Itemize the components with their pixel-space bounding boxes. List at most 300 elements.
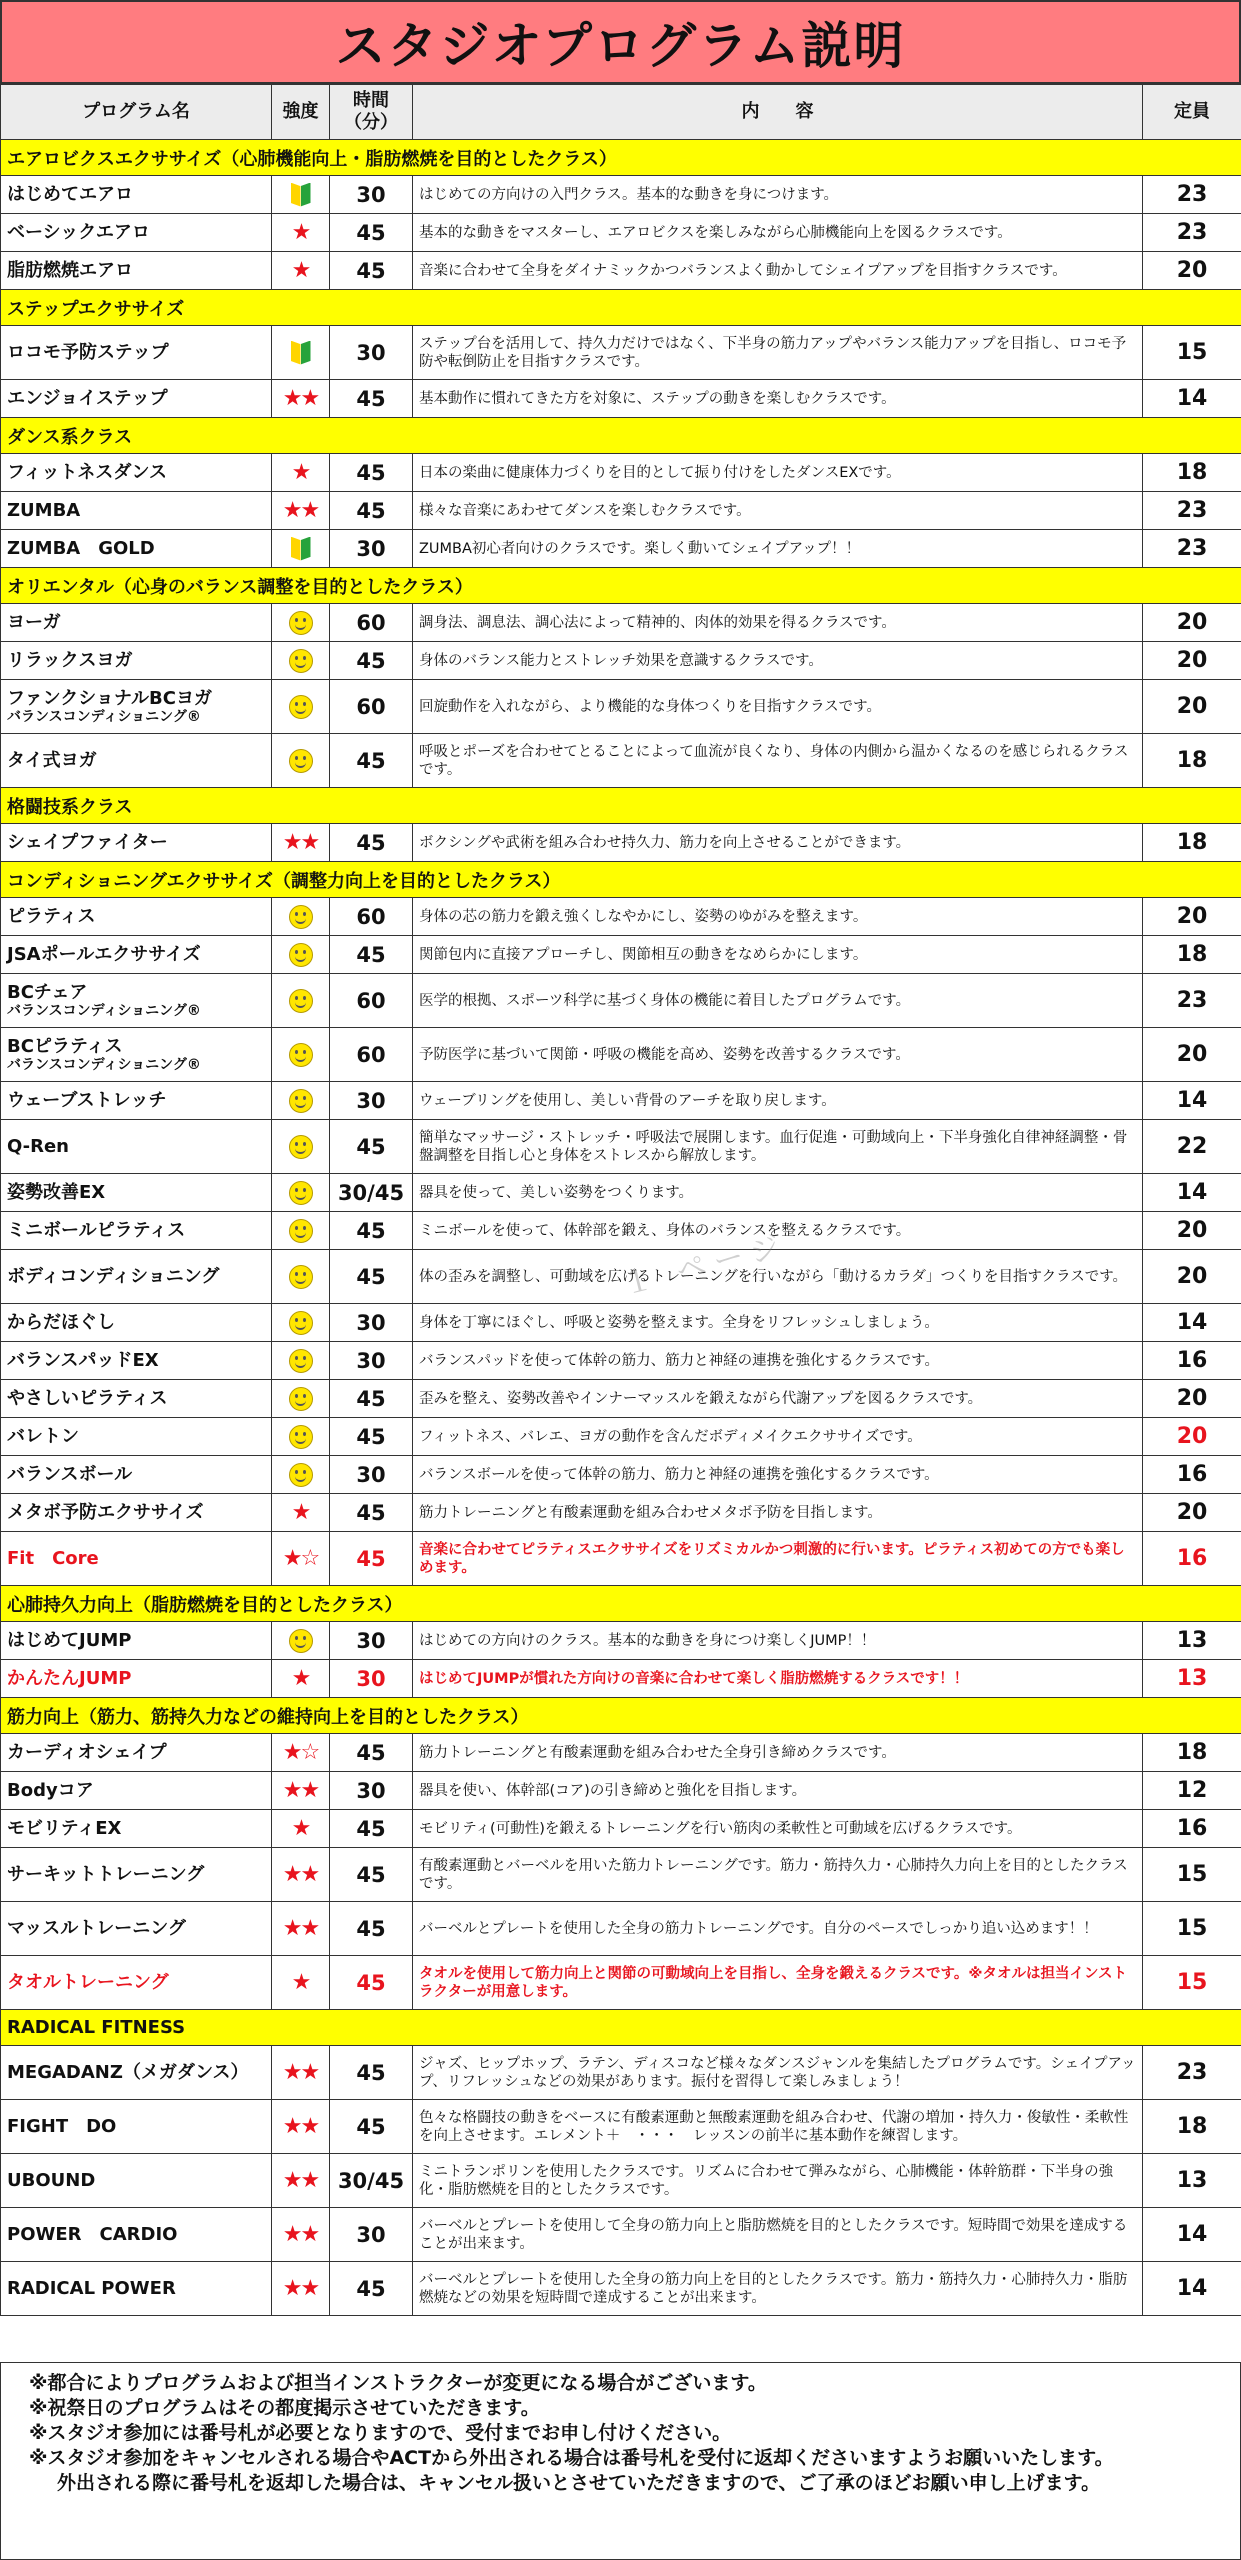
program-capacity: 20 bbox=[1143, 680, 1241, 734]
program-name-text: ボディコンディショニング bbox=[7, 1265, 220, 1287]
program-time: 30 bbox=[330, 2208, 413, 2262]
program-name-text: ウェーブストレッチ bbox=[7, 1089, 167, 1111]
program-name bbox=[1, 1342, 272, 1380]
program-capacity: 16 bbox=[1143, 1532, 1241, 1586]
star-icon: ★★ bbox=[282, 2168, 319, 2193]
program-row bbox=[1, 2046, 1241, 2100]
program-row bbox=[1, 2100, 1241, 2154]
program-description: ミニトランポリンを使用したクラスです。リズムに合わせて弾みながら、心肺機能・体幹筋群・下半身の強化・脂肪燃焼を目的としたクラスです。 bbox=[413, 2154, 1143, 2208]
program-row bbox=[1, 1418, 1241, 1456]
program-name bbox=[1, 252, 272, 290]
program-time: 45 bbox=[330, 1532, 413, 1586]
program-name-text: バランスパッドEX bbox=[7, 1349, 159, 1371]
star-icon: ★★ bbox=[282, 2114, 319, 2139]
program-level bbox=[272, 1250, 330, 1304]
program-description: 基本的な動きをマスターし、エアロビクスを楽しみながら心肺機能向上を図るクラスです。 bbox=[413, 214, 1143, 252]
program-time: 30 bbox=[330, 1622, 413, 1660]
program-name bbox=[1, 1734, 272, 1772]
program-name-text: マッスルトレーニング bbox=[7, 1917, 186, 1939]
star-icon: ★ bbox=[291, 1500, 310, 1525]
program-row bbox=[1, 1956, 1241, 2010]
program-time: 45 bbox=[330, 1902, 413, 1956]
note-line: ※スタジオ参加には番号札が必要となりますので、受付までお申し付けください。 bbox=[29, 2422, 732, 2444]
program-name bbox=[1, 974, 272, 1028]
smile-icon bbox=[289, 1181, 313, 1205]
program-description: 基本動作に慣れてきた方を対象に、ステップの動きを楽しむクラスです。 bbox=[413, 380, 1143, 418]
program-level bbox=[272, 680, 330, 734]
program-time: 45 bbox=[330, 2262, 413, 2316]
program-time: 45 bbox=[330, 1810, 413, 1848]
program-description: バランスパッドを使って体幹の筋力、筋力と神経の連携を強化するクラスです。 bbox=[413, 1342, 1143, 1380]
smile-icon bbox=[289, 649, 313, 673]
program-description: 身体のバランス能力とストレッチ効果を意識するクラスです。 bbox=[413, 642, 1143, 680]
program-description: ボクシングや武術を組み合わせ持久力、筋力を向上させることができます。 bbox=[413, 824, 1143, 862]
program-time: 45 bbox=[330, 492, 413, 530]
program-description: 回旋動作を入れながら、より機能的な身体つくりを目指すクラスです。 bbox=[413, 680, 1143, 734]
smile-icon bbox=[289, 989, 313, 1013]
program-name-text: フィットネスダンス bbox=[7, 461, 168, 483]
program-level bbox=[272, 1456, 330, 1494]
program-capacity: 20 bbox=[1143, 604, 1241, 642]
notes-box bbox=[0, 2362, 1241, 2560]
program-name bbox=[1, 1622, 272, 1660]
program-level bbox=[272, 214, 330, 252]
program-name bbox=[1, 1772, 272, 1810]
smile-icon bbox=[289, 1387, 313, 1411]
smile-icon bbox=[289, 1463, 313, 1487]
section-row bbox=[1, 140, 1241, 176]
program-capacity: 14 bbox=[1143, 1174, 1241, 1212]
program-capacity: 22 bbox=[1143, 1120, 1241, 1174]
program-capacity: 12 bbox=[1143, 1772, 1241, 1810]
program-capacity: 20 bbox=[1143, 1494, 1241, 1532]
section-title: エアロビクスエクササイズ（心肺機能向上・脂肪燃焼を目的としたクラス） bbox=[1, 140, 1241, 176]
section-row bbox=[1, 2010, 1241, 2046]
program-name bbox=[1, 1810, 272, 1848]
program-description: ミニボールを使って、体幹部を鍛え、身体のバランスを整えるクラスです。 bbox=[413, 1212, 1143, 1250]
program-row bbox=[1, 1380, 1241, 1418]
program-capacity: 16 bbox=[1143, 1456, 1241, 1494]
program-row bbox=[1, 1028, 1241, 1082]
program-name bbox=[1, 176, 272, 214]
program-name-text: エンジョイステップ bbox=[7, 387, 168, 409]
program-name bbox=[1, 1532, 272, 1586]
program-name-sub: バランスコンディショニング® bbox=[7, 1056, 201, 1073]
program-description: 身体を丁寧にほぐし、呼吸と姿勢を整えます。全身をリフレッシュしましょう。 bbox=[413, 1304, 1143, 1342]
program-row bbox=[1, 1660, 1241, 1698]
program-level bbox=[272, 824, 330, 862]
smile-icon bbox=[289, 943, 313, 967]
program-row bbox=[1, 734, 1241, 788]
program-capacity: 23 bbox=[1143, 176, 1241, 214]
program-name bbox=[1, 680, 272, 734]
program-name-text: ミニボールピラティス bbox=[7, 1219, 186, 1241]
section-title: 格闘技系クラス bbox=[1, 788, 1241, 824]
program-time: 30 bbox=[330, 326, 413, 380]
program-level bbox=[272, 642, 330, 680]
program-description: 体の歪みを調整し、可動域を広げるトレーニングを行いながら「動けるカラダ」つくりを目指すクラスです。 bbox=[413, 1250, 1143, 1304]
program-time: 45 bbox=[330, 214, 413, 252]
program-level bbox=[272, 326, 330, 380]
program-capacity: 18 bbox=[1143, 936, 1241, 974]
program-level bbox=[272, 1342, 330, 1380]
star-icon: ★ bbox=[291, 258, 310, 283]
program-description: バランスボールを使って体幹の筋力、筋力と神経の連携を強化するクラスです。 bbox=[413, 1456, 1143, 1494]
program-level bbox=[272, 1304, 330, 1342]
program-row bbox=[1, 454, 1241, 492]
star-icon: ★★ bbox=[282, 1862, 319, 1887]
program-capacity: 18 bbox=[1143, 1734, 1241, 1772]
smile-icon bbox=[289, 1135, 313, 1159]
smile-icon bbox=[289, 1629, 313, 1653]
program-level bbox=[272, 1418, 330, 1456]
program-name bbox=[1, 824, 272, 862]
program-description: タオルを使用して筋力向上と関節の可動域向上を目指し、全身を鍛えるクラスです。※タオルは担当インストラクターが用意します。 bbox=[413, 1956, 1143, 2010]
program-time: 30 bbox=[330, 1456, 413, 1494]
program-name-text: はじめてJUMP bbox=[7, 1629, 132, 1651]
program-name bbox=[1, 2154, 272, 2208]
program-row bbox=[1, 1250, 1241, 1304]
program-row bbox=[1, 824, 1241, 862]
program-capacity: 15 bbox=[1143, 326, 1241, 380]
program-row bbox=[1, 214, 1241, 252]
table-header-row bbox=[1, 85, 1241, 140]
smile-icon bbox=[289, 1265, 313, 1289]
program-time: 45 bbox=[330, 1418, 413, 1456]
program-time: 60 bbox=[330, 898, 413, 936]
program-time: 45 bbox=[330, 454, 413, 492]
program-name bbox=[1, 1956, 272, 2010]
section-title: RADICAL FITNESS bbox=[1, 2010, 1241, 2046]
program-time: 30 bbox=[330, 1342, 413, 1380]
program-name bbox=[1, 642, 272, 680]
program-row bbox=[1, 1810, 1241, 1848]
program-row bbox=[1, 898, 1241, 936]
program-capacity: 18 bbox=[1143, 2100, 1241, 2154]
program-capacity: 14 bbox=[1143, 1304, 1241, 1342]
program-level bbox=[272, 2208, 330, 2262]
program-row bbox=[1, 1622, 1241, 1660]
program-description: フィットネス、バレエ、ヨガの動作を含んだボディメイクエクササイズです。 bbox=[413, 1418, 1143, 1456]
star-icon: ★ bbox=[291, 460, 310, 485]
program-name-text: JSAポールエクササイズ bbox=[7, 943, 201, 965]
program-row bbox=[1, 1734, 1241, 1772]
note-line: ※祝祭日のプログラムはその都度掲示させていただきます。 bbox=[29, 2397, 540, 2419]
smile-icon bbox=[289, 905, 313, 929]
section-title: オリエンタル（心身のバランス調整を目的としたクラス） bbox=[1, 568, 1241, 604]
page-watermark: １ ページ bbox=[619, 1227, 792, 1303]
program-level bbox=[272, 2154, 330, 2208]
program-level bbox=[272, 1956, 330, 2010]
star-icon: ★★ bbox=[282, 2276, 319, 2301]
program-capacity: 15 bbox=[1143, 1902, 1241, 1956]
star-icon: ★★ bbox=[282, 2222, 319, 2247]
program-description: はじめての方向けの入門クラス。基本的な動きを身につけます。 bbox=[413, 176, 1143, 214]
program-capacity: 16 bbox=[1143, 1810, 1241, 1848]
section-title: 筋力向上（筋力、筋持久力などの維持向上を目的としたクラス） bbox=[1, 1698, 1241, 1734]
program-row bbox=[1, 1532, 1241, 1586]
program-level bbox=[272, 380, 330, 418]
section-title: コンディショニングエクササイズ（調整力向上を目的としたクラス） bbox=[1, 862, 1241, 898]
program-row bbox=[1, 2262, 1241, 2316]
program-description: 有酸素運動とバーベルを用いた筋力トレーニングです。筋力・筋持久力・心肺持久力向上を目的としたクラスです。 bbox=[413, 1848, 1143, 1902]
program-name bbox=[1, 380, 272, 418]
program-description: 関節包内に直接アプローチし、関節相互の動きをなめらかにします。 bbox=[413, 936, 1143, 974]
smile-icon bbox=[289, 1311, 313, 1335]
program-row bbox=[1, 1304, 1241, 1342]
program-capacity: 20 bbox=[1143, 1212, 1241, 1250]
program-name bbox=[1, 1174, 272, 1212]
smile-icon bbox=[289, 1349, 313, 1373]
program-name bbox=[1, 1380, 272, 1418]
program-name-text: メタボ予防エクササイズ bbox=[7, 1501, 204, 1523]
section-row bbox=[1, 568, 1241, 604]
smile-icon bbox=[289, 695, 313, 719]
program-level bbox=[272, 974, 330, 1028]
program-level bbox=[272, 1380, 330, 1418]
program-capacity: 14 bbox=[1143, 380, 1241, 418]
program-level bbox=[272, 1902, 330, 1956]
star-icon: ★★ bbox=[282, 2060, 319, 2085]
program-time: 30 bbox=[330, 1660, 413, 1698]
program-time: 45 bbox=[330, 1250, 413, 1304]
program-level bbox=[272, 176, 330, 214]
program-capacity: 18 bbox=[1143, 734, 1241, 788]
program-time: 45 bbox=[330, 252, 413, 290]
program-row bbox=[1, 2154, 1241, 2208]
note-line: 外出される際に番号札を返却した場合は、キャンセル扱いとさせていただきますので、ご了承のほどお願い申し上げます。 bbox=[57, 2472, 1101, 2494]
program-name bbox=[1, 936, 272, 974]
program-name-text: 脂肪燃焼エアロ bbox=[7, 259, 133, 281]
smile-icon bbox=[289, 1425, 313, 1449]
program-level bbox=[272, 1212, 330, 1250]
program-name-text: UBOUND bbox=[7, 2169, 96, 2191]
program-name bbox=[1, 1304, 272, 1342]
program-time: 45 bbox=[330, 1956, 413, 2010]
program-row bbox=[1, 380, 1241, 418]
program-row bbox=[1, 1902, 1241, 1956]
program-capacity: 15 bbox=[1143, 1956, 1241, 2010]
header-content: 内 容 bbox=[413, 85, 1143, 140]
star-icon: ★★ bbox=[282, 1778, 319, 1803]
program-time: 30 bbox=[330, 176, 413, 214]
program-time: 45 bbox=[330, 1212, 413, 1250]
program-capacity: 18 bbox=[1143, 824, 1241, 862]
program-time: 45 bbox=[330, 1380, 413, 1418]
section-row bbox=[1, 290, 1241, 326]
program-name-text: 姿勢改善EX bbox=[7, 1181, 106, 1203]
program-time: 30 bbox=[330, 1772, 413, 1810]
program-capacity: 23 bbox=[1143, 214, 1241, 252]
program-time: 60 bbox=[330, 604, 413, 642]
program-description: 簡単なマッサージ・ストレッチ・呼吸法で展開します。血行促進・可動域向上・下半身強化自律神経調整・骨盤調整を目指し心と身体をストレスから解放します。 bbox=[413, 1120, 1143, 1174]
program-name-text: RADICAL POWER bbox=[7, 2277, 176, 2299]
program-description: 音楽に合わせてピラティスエクササイズをリズミカルかつ刺激的に行います。ピラティス初めての方でも楽しめます。 bbox=[413, 1532, 1143, 1586]
program-level bbox=[272, 454, 330, 492]
program-description: 医学的根拠、スポーツ科学に基づく身体の機能に着目したプログラムです。 bbox=[413, 974, 1143, 1028]
program-time: 45 bbox=[330, 642, 413, 680]
smile-icon bbox=[289, 1089, 313, 1113]
program-name-text: BCピラティス bbox=[7, 1035, 123, 1057]
page-title-bar bbox=[0, 0, 1241, 84]
program-name-text: モビリティEX bbox=[7, 1817, 122, 1839]
section-row bbox=[1, 1698, 1241, 1734]
program-name bbox=[1, 1494, 272, 1532]
section-title: ステップエクササイズ bbox=[1, 290, 1241, 326]
program-capacity: 20 bbox=[1143, 1250, 1241, 1304]
note-line: ※都合によりプログラムおよび担当インストラクターが変更になる場合がございます。 bbox=[29, 2372, 767, 2394]
program-table bbox=[0, 84, 1241, 2316]
program-description: バーベルとプレートを使用した全身の筋力トレーニングです。自分のペースでしっかり追い込めます！！ bbox=[413, 1902, 1143, 1956]
program-level bbox=[272, 530, 330, 568]
program-level bbox=[272, 1848, 330, 1902]
program-description: バーベルとプレートを使用して全身の筋力向上と脂肪燃焼を目的としたクラスです。短時間で効果を達成することが出来ます。 bbox=[413, 2208, 1143, 2262]
program-time: 30 bbox=[330, 1082, 413, 1120]
star-icon: ★☆ bbox=[282, 1546, 319, 1571]
program-description: 歪みを整え、姿勢改善やインナーマッスルを鍛えながら代謝アップを図るクラスです。 bbox=[413, 1380, 1143, 1418]
program-name-text: リラックスヨガ bbox=[7, 649, 133, 671]
program-time: 60 bbox=[330, 974, 413, 1028]
program-level bbox=[272, 2100, 330, 2154]
program-capacity: 14 bbox=[1143, 2208, 1241, 2262]
program-time: 30 bbox=[330, 1304, 413, 1342]
star-icon: ★ bbox=[291, 1816, 310, 1841]
program-capacity: 15 bbox=[1143, 1848, 1241, 1902]
program-name bbox=[1, 734, 272, 788]
program-row bbox=[1, 936, 1241, 974]
program-description: 様々な音楽にあわせてダンスを楽しむクラスです。 bbox=[413, 492, 1143, 530]
program-level bbox=[272, 1532, 330, 1586]
program-description: 器具を使って、美しい姿勢をつくります。 bbox=[413, 1174, 1143, 1212]
program-name-text: タオルトレーニング bbox=[7, 1971, 169, 1993]
program-row bbox=[1, 176, 1241, 214]
program-name-text: MEGADANZ（メガダンス） bbox=[7, 2061, 249, 2083]
program-name-text: ファンクショナルBCヨガ bbox=[7, 687, 212, 709]
program-name-text: タイ式ヨガ bbox=[7, 749, 97, 771]
program-level bbox=[272, 604, 330, 642]
program-name bbox=[1, 492, 272, 530]
program-row bbox=[1, 1212, 1241, 1250]
program-name-text: バランスボール bbox=[7, 1463, 133, 1485]
beginner-mark-icon bbox=[291, 183, 311, 207]
program-time: 45 bbox=[330, 824, 413, 862]
program-name bbox=[1, 530, 272, 568]
program-description: ステップ台を活用して、持久力だけではなく、下半身の筋力アップやバランス能力アップを目指し、ロコモ予防や転倒防止を目指すクラスです。 bbox=[413, 326, 1143, 380]
program-time: 45 bbox=[330, 1848, 413, 1902]
star-icon: ★ bbox=[291, 220, 310, 245]
program-level bbox=[272, 1660, 330, 1698]
program-name-text: ヨーガ bbox=[7, 611, 61, 633]
program-description: 予防医学に基づいて関節・呼吸の機能を高め、姿勢を改善するクラスです。 bbox=[413, 1028, 1143, 1082]
program-row bbox=[1, 326, 1241, 380]
program-time: 30 bbox=[330, 530, 413, 568]
program-description: はじめてJUMPが慣れた方向けの音楽に合わせて楽しく脂肪燃焼するクラスです！！ bbox=[413, 1660, 1143, 1698]
smile-icon bbox=[289, 1043, 313, 1067]
program-level bbox=[272, 2046, 330, 2100]
program-name-sub: バランスコンディショニング® bbox=[7, 708, 201, 725]
program-name-text: ピラティス bbox=[7, 905, 96, 927]
program-level bbox=[272, 1174, 330, 1212]
program-capacity: 23 bbox=[1143, 492, 1241, 530]
program-name-text: Fit Core bbox=[7, 1547, 99, 1569]
smile-icon bbox=[289, 1219, 313, 1243]
program-name-text: からだほぐし bbox=[7, 1311, 115, 1333]
program-description: 筋力トレーニングと有酸素運動を組み合わせメタボ予防を目指します。 bbox=[413, 1494, 1143, 1532]
program-row bbox=[1, 1120, 1241, 1174]
program-name bbox=[1, 604, 272, 642]
program-time: 60 bbox=[330, 1028, 413, 1082]
program-capacity: 23 bbox=[1143, 530, 1241, 568]
program-capacity: 20 bbox=[1143, 252, 1241, 290]
program-level bbox=[272, 898, 330, 936]
program-name-text: POWER CARDIO bbox=[7, 2223, 178, 2245]
program-capacity: 14 bbox=[1143, 1082, 1241, 1120]
program-capacity: 14 bbox=[1143, 2262, 1241, 2316]
program-level bbox=[272, 1082, 330, 1120]
program-row bbox=[1, 492, 1241, 530]
program-name-text: かんたんJUMP bbox=[7, 1667, 132, 1689]
program-level bbox=[272, 734, 330, 788]
program-row bbox=[1, 2208, 1241, 2262]
program-capacity: 20 bbox=[1143, 1418, 1241, 1456]
star-icon: ★★ bbox=[282, 1916, 319, 1941]
smile-icon bbox=[289, 749, 313, 773]
program-description: 身体の芯の筋力を鍛え強くしなやかにし、姿勢のゆがみを整えます。 bbox=[413, 898, 1143, 936]
program-name-text: はじめてエアロ bbox=[7, 183, 133, 205]
program-capacity: 13 bbox=[1143, 1622, 1241, 1660]
program-level bbox=[272, 936, 330, 974]
program-capacity: 20 bbox=[1143, 1028, 1241, 1082]
beginner-mark-icon bbox=[291, 341, 311, 365]
program-time: 45 bbox=[330, 380, 413, 418]
program-level bbox=[272, 492, 330, 530]
program-name bbox=[1, 2208, 272, 2262]
program-name bbox=[1, 1456, 272, 1494]
program-name-text: Q-Ren bbox=[7, 1135, 69, 1157]
program-level bbox=[272, 1810, 330, 1848]
program-name-text: バレトン bbox=[7, 1425, 79, 1447]
program-name-sub: バランスコンディショニング® bbox=[7, 1002, 201, 1019]
program-level bbox=[272, 1494, 330, 1532]
program-row bbox=[1, 680, 1241, 734]
program-name bbox=[1, 1028, 272, 1082]
header-capacity: 定員 bbox=[1143, 85, 1241, 140]
program-capacity: 20 bbox=[1143, 898, 1241, 936]
program-description: 日本の楽曲に健康体力づくりを目的として振り付けをしたダンスEXです。 bbox=[413, 454, 1143, 492]
program-name-text: BCチェア bbox=[7, 981, 88, 1003]
program-name bbox=[1, 1250, 272, 1304]
program-capacity: 23 bbox=[1143, 974, 1241, 1028]
program-name-text: サーキットトレーニング bbox=[7, 1863, 205, 1885]
header-time: 時間 （分） bbox=[330, 85, 413, 140]
program-name bbox=[1, 1212, 272, 1250]
section-row bbox=[1, 788, 1241, 824]
program-name bbox=[1, 2100, 272, 2154]
program-name bbox=[1, 1082, 272, 1120]
program-time: 60 bbox=[330, 680, 413, 734]
program-level bbox=[272, 2262, 330, 2316]
program-description: ウェーブリングを使用し、美しい背骨のアーチを取り戻します。 bbox=[413, 1082, 1143, 1120]
program-time: 30/45 bbox=[330, 1174, 413, 1212]
star-icon: ★ bbox=[291, 1970, 310, 1995]
program-time: 45 bbox=[330, 2100, 413, 2154]
section-row bbox=[1, 1586, 1241, 1622]
program-name bbox=[1, 454, 272, 492]
program-row bbox=[1, 1772, 1241, 1810]
program-name-text: シェイプファイター bbox=[7, 831, 168, 853]
program-row bbox=[1, 642, 1241, 680]
program-time: 45 bbox=[330, 1120, 413, 1174]
